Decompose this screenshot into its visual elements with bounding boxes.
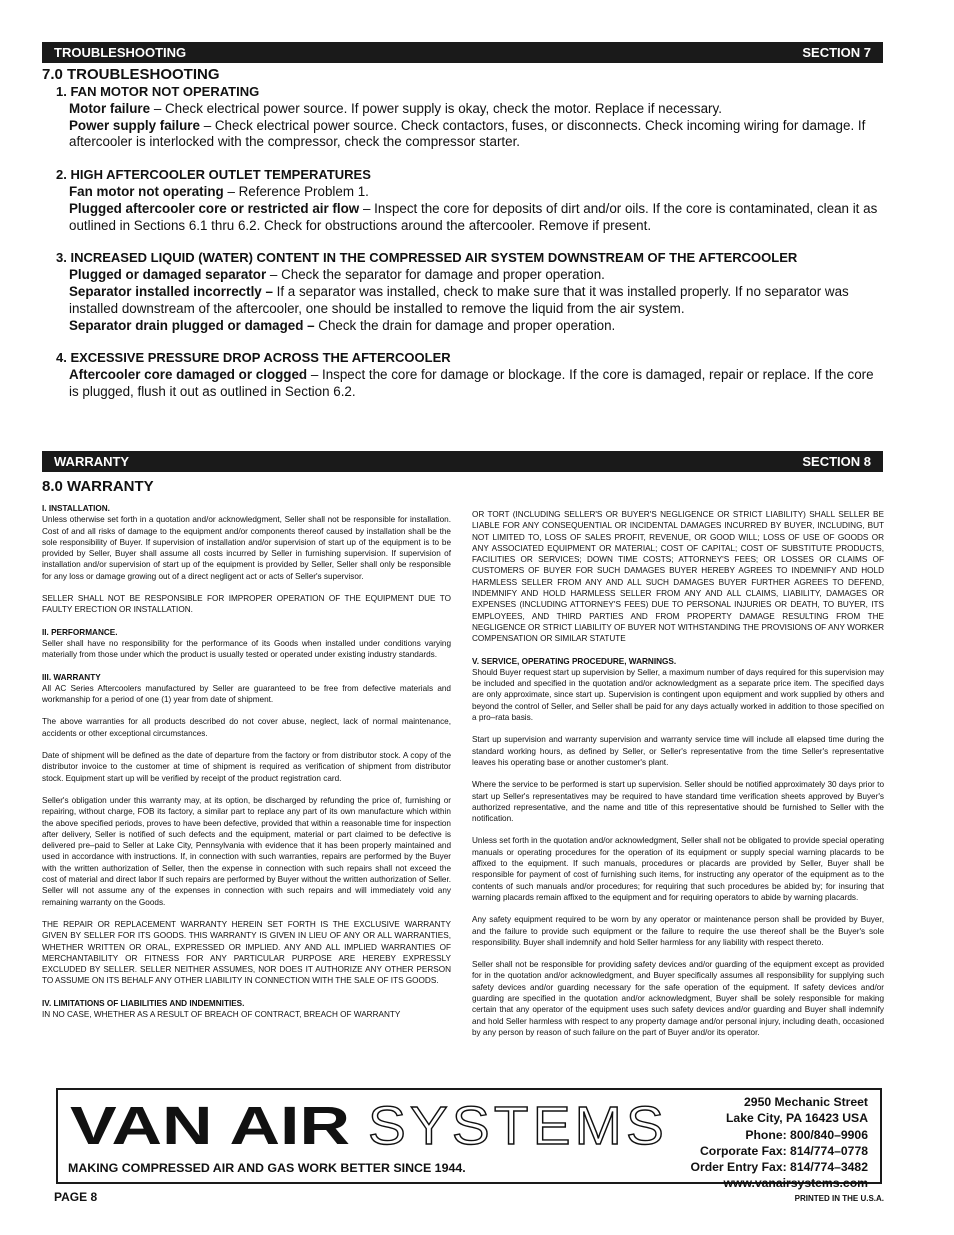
section-title: 7.0 TROUBLESHOOTING: [42, 66, 220, 83]
trouble-item-title: 2. HIGH AFTERCOOLER OUTLET TEMPERATURES: [56, 167, 371, 183]
trouble-line: [56, 267, 886, 284]
section-header-title: WARRANTY: [54, 454, 130, 469]
trouble-line: [56, 118, 886, 152]
address-line: Phone: 800/840–9906: [745, 1127, 868, 1142]
trouble-cause: Plugged or damaged separator: [69, 267, 267, 283]
section-header-bar: [42, 451, 883, 472]
company-footer: [56, 1088, 882, 1191]
slogan: MAKING COMPRESSED AIR AND GAS WORK BETTER SINCE 1944.: [68, 1161, 466, 1175]
company-address: [690, 1094, 868, 1192]
page-number: PAGE 8: [54, 1190, 98, 1204]
warranty-paragraph: The above warranties for all products described do not cover abuse, neglect, lack of normal maintenance, accidents or other exceptional circumstances.: [42, 717, 451, 738]
trouble-remedy: – Reference Problem 1.: [223, 183, 369, 199]
trouble-remedy: – Check electrical power source. If power supply is okay, check the motor. Replace if necessary.: [150, 100, 722, 116]
warranty-paragraph: Unless otherwise set forth in a quotation and/or acknowledgment, Seller shall not be responsible for installation. Cost of and all risks of damage to the equipment and/or components thereof caused by installation shall be the sole responsibility of Buyer. If supervision of installation and/or supervision of start up of the equipment is to be provided by Seller, Buyer shall assume all costs incurred by Seller in furnishing supervision. If supervision of installation and/or supervision of start up of the equipment is provided by Seller, Seller shall only be responsible for any loss or damage growing out of a direct negligent act or acts of Seller's supervisor.: [42, 515, 451, 581]
logo-word-van-air: VAN AIR: [70, 1098, 350, 1156]
trouble-remedy: – Inspect the core for deposits of dirt and/or oils. If the core is contaminated, clean it as outlined in Sections 6.1 thru 6.2. Check for obstructions around the aftercooler. Remove if present.: [69, 200, 878, 233]
address-line: www.vanairsystems.com: [723, 1176, 868, 1191]
trouble-line: [56, 184, 886, 201]
trouble-cause: Motor failure: [69, 100, 151, 116]
warranty-paragraph: Seller shall have no responsibility for the performance of its Goods when installed under conditions varying materially from those under which the product is usually tested or operated under existing industry standards.: [42, 638, 451, 660]
trouble-item-title: 4. EXCESSIVE PRESSURE DROP ACROSS THE AFTERCOOLER: [56, 350, 451, 366]
trouble-cause: Separator drain plugged or damaged –: [69, 317, 315, 333]
warranty-paragraph: Start up supervision and warranty supervision and warranty service time will include all elapsed time during the standard working hours, as defined by Seller, or Seller's representative from the time Seller's representative leaves his operating base or another customer's plant.: [472, 735, 884, 767]
trouble-remedy: – Check electrical power source. Check contactors, fuses, or disconnects. Check incoming wiring for damage. If aftercooler is interlocked with the compressor, check the compressor starter.: [69, 117, 866, 150]
van-air-systems-logo: [70, 1098, 670, 1156]
trouble-remedy: – Check the separator for damage and proper operation.: [266, 267, 605, 283]
warranty-paragraph: SELLER SHALL NOT BE RESPONSIBLE FOR IMPROPER OPERATION OF THE EQUIPMENT DUE TO FAULTY ERECTION OR INSTALLATION.: [42, 594, 451, 615]
trouble-cause: Plugged aftercooler core or restricted air flow: [69, 200, 360, 216]
trouble-line: [56, 201, 886, 235]
trouble-line: [56, 284, 886, 318]
trouble-cause: Fan motor not operating: [69, 183, 224, 199]
warranty-paragraph: Date of shipment will be defined as the date of departure from the factory or from distributor stock. A copy of the distributor invoice to the customer at time of shipment is required as verification of shipment from distributor stock. Equipment start up will be verified by receipt of the product registration card.: [42, 751, 451, 783]
trouble-item: [56, 350, 886, 400]
trouble-remedy: – Inspect the core for damage or blockage. If the core is damaged, repair or replace. If the core is plugged, flush it out as outlined in Section 6.2.: [69, 367, 874, 399]
trouble-cause: Aftercooler core damaged or clogged: [69, 367, 308, 383]
address-line: Lake City, PA 16423 USA: [725, 1111, 868, 1126]
warranty-heading: I. INSTALLATION.: [42, 504, 110, 513]
section-header-bar: [42, 42, 883, 63]
warranty-paragraph: All AC Series Aftercoolers manufactured by Seller are guaranteed to be free from defective materials and workmanship for a period of one (1) year from date of shipment.: [42, 683, 451, 705]
address-line: 2950 Mechanic Street: [744, 1095, 868, 1109]
section-header-number: SECTION 8: [802, 454, 871, 469]
warranty-paragraph: Seller's obligation under this warranty may, at its option, be discharged by refunding the price of, furnishing or repairing, without charge, FOB its factory, a similar part to replace any part of its own manufacture which within the above specified periods, proves to have been defective, provided that within a reasonable time for inspection after delivery, Seller is notified of such defects and the equipment, material or part claimed to be defective is delivered pre–paid to Seller at Lake City, Pennsylvania with evidence that it has been properly maintained and used in accordance with instructions. If, in connection with such warranties, repairs are performed by the Buyer with the written authorization of Seller, then the expense in connection with such repairs shall not exceed the cost of material and direct labor If such repairs are performed by Buyer without the written authorization of Seller. Seller will not assume any of the expenses in connection with such repairs and will immediately void any remaining warranty on the Goods.: [42, 795, 451, 907]
trouble-item-title: 3. INCREASED LIQUID (WATER) CONTENT IN THE COMPRESSED AIR SYSTEM DOWNSTREAM OF THE AFTERCOOLER: [56, 250, 798, 266]
trouble-item: [56, 250, 886, 334]
warranty-paragraph: Should Buyer request start up supervision by Seller, a maximum number of days required for this supervision may be included and specified in the quotation and/or acknowledgment as a separate price item. The specified days are only approximate, since start up. Supervision is contingent upon equipment and work supplied by others and beyond the control of Seller, and Seller shall be paid for any days actually worked in addition to those specified on a pro–rata basis.: [472, 667, 884, 723]
trouble-line: [56, 101, 886, 118]
warranty-paragraph: Where the service to be performed is start up supervision. Seller should be notified approximately 30 days prior to start up Seller's representatives may be required to have standard time verification sheets approved by Buyer's authorized representative, and the name and title of this representative should be furnished to Seller with the notification.: [472, 780, 884, 824]
warranty-paragraph: OR TORT (INCLUDING SELLER'S OR BUYER'S NEGLIGENCE OR STRICT LIABILITY) SHALL SELLER BE LIABLE FOR ANY CONSEQUENTIAL OR INCIDENTAL DAMAGES INCURRED BY BUYER, INCLUDING, BUT NOT LIMITED TO, LOSS OF SALES PROFIT, REVENUE, OR GOOD WILL; LOSS OF USE OF GOODS OR ANY ASSOCIATED EQUIPMENT OR MATERIAL; COST OF CAPITAL; COST OF SUBSTITUTE PRODUCTS, FACILITIES OR SERVICES; DOWN TIME COSTS; ATTORNEY'S FEES; OR LOSSES OR CLAIMS OF CUSTOMERS OF BUYER FOR SUCH DAMAGES BUYER HEREBY AGREES TO INDEMNIFY AND HOLD HARMLESS SELLER FROM ANY AND ALL SUCH DAMAGES BUYER FURTHER AGREES TO DEFEND, INDEMNIFY AND HOLD HARMLESS SELLER FROM ANY AND ALL CLAIMS, LIABILITY, DAMAGES OR EXPENSES (INCLUDING ATTORNEY'S FEES) DUE TO PERSONAL INJURIES OR DEATH, TO BUYER, ITS EMPLOYEES, AND THIRD PARTIES AND FROM PROPERTY DAMAGE RESULTING FROM THE NEGLIGENCE OR STRICT LIABILITY OF BUYER NOT WITHSTANDING THE PROVISIONS OF ANY WORKER COMPENSATION OR SIMILAR STATUTE: [472, 510, 884, 644]
warranty-heading: IV. LIMITATIONS OF LIABILITIES AND INDEMNITIES.: [42, 998, 245, 1008]
warranty-paragraph: Seller shall not be responsible for providing safety devices and/or guarding of the equipment except as provided for in the quotation and/or acknowledgment, and Buyer specifically assumes all responsibility for supplying such safety devices and/or guarding necessary for the safe operation of the equipment. If safety devices and/or guarding are specified in the quotation and/or acknowledgment, Buyer shall be solely responsible for making certain that any operator of the equipment uses such safety devices and/or guarding and Buyer shall indemnify and hold Seller harmless with respect to any property damage and/or personal injury, including death, occasioned by any person by reason of such failure on the part of Buyer and/or its operator.: [472, 960, 884, 1037]
trouble-line: [56, 318, 886, 335]
section-header-number: SECTION 7: [802, 45, 871, 60]
warranty-heading: II. PERFORMANCE.: [42, 627, 118, 637]
address-line: Corporate Fax: 814/774–0778: [699, 1143, 868, 1158]
printed-note: PRINTED IN THE U.S.A.: [794, 1194, 884, 1203]
trouble-cause: Separator installed incorrectly –: [69, 283, 273, 299]
section-title: 8.0 WARRANTY: [42, 478, 154, 495]
troubleshooting-list: [56, 84, 886, 417]
section-header-title: TROUBLESHOOTING: [54, 45, 187, 60]
trouble-remedy: If a separator was installed, check to make sure that it was installed properly. If no separator was installed downstream of the aftercooler, one should be installed to remove the liquid from the air system.: [69, 283, 849, 316]
warranty-column-left: [42, 503, 451, 1020]
warranty-paragraph: Unless set forth in the quotation and/or acknowledgment, Seller shall not be obligated to provide special operating manuals or operating procedures for the operation of its equipment or supply special warning placards to be affixed to the equipment. If such manuals, procedures or placards are provided by Seller, Buyer shall be responsible for payment of cost of furnishing such items, for instructing any operator of the equipment as to the contents of such manuals and/or procedures; for requiring that such procedures be abided by; for insuring that warning placards remain affixed to the equipment and for requiring operators to abide by warning placards.: [472, 836, 884, 902]
address-line: Order Entry Fax: 814/774–3482: [690, 1160, 868, 1175]
trouble-item-title: 1. FAN MOTOR NOT OPERATING: [56, 84, 260, 99]
warranty-heading: V. SERVICE, OPERATING PROCEDURE, WARNINGS.: [472, 656, 677, 666]
warranty-heading: III. WARRANTY: [42, 672, 101, 682]
logo-word-systems: SYSTEMS: [368, 1098, 668, 1156]
trouble-item: [56, 167, 886, 234]
trouble-cause: Power supply failure: [69, 117, 200, 133]
warranty-paragraph: IN NO CASE, WHETHER AS A RESULT OF BREACH OF CONTRACT, BREACH OF WARRANTY: [42, 1009, 401, 1019]
trouble-line: [56, 367, 886, 401]
warranty-paragraph: THE REPAIR OR REPLACEMENT WARRANTY HEREIN SET FORTH IS THE EXCLUSIVE WARRANTY GIVEN BY SELLER FOR ITS GOODS. THIS WARRANTY IS GIVEN IN LIEU OF ANY OR ALL WARRANTIES, WHETHER WRITTEN OR ORAL, EXPRESSED OR IMPLIED. ANY AND ALL IMPLIED WARRANTIES OF MERCHANTABILITY OR FITNESS FOR ANY PARTICULAR PURPOSE ARE HEREBY EXPRESSLY EXCLUDED BY SELLER. SELLER NEITHER ASSUMES, NOR DOES IT AUTHORIZE ANY OTHER PERSON TO ASSUME ON ITS BEHALF ANY OTHER LIABILITY IN CONNECTION WITH THE SALE OF ITS GOODS.: [42, 919, 451, 986]
warranty-paragraph: Any safety equipment required to be worn by any operator or maintenance person shall be provided by Buyer, and the failure to provide such equipment or the failure to require the use thereof shall be the Buyer's sole responsibility. Buyer shall indemnify and hold Seller harmless for any liability with respect thereto.: [472, 915, 884, 947]
trouble-item: [56, 84, 886, 151]
trouble-remedy: Check the drain for damage and proper operation.: [314, 317, 616, 333]
warranty-column-right: [472, 509, 884, 1038]
